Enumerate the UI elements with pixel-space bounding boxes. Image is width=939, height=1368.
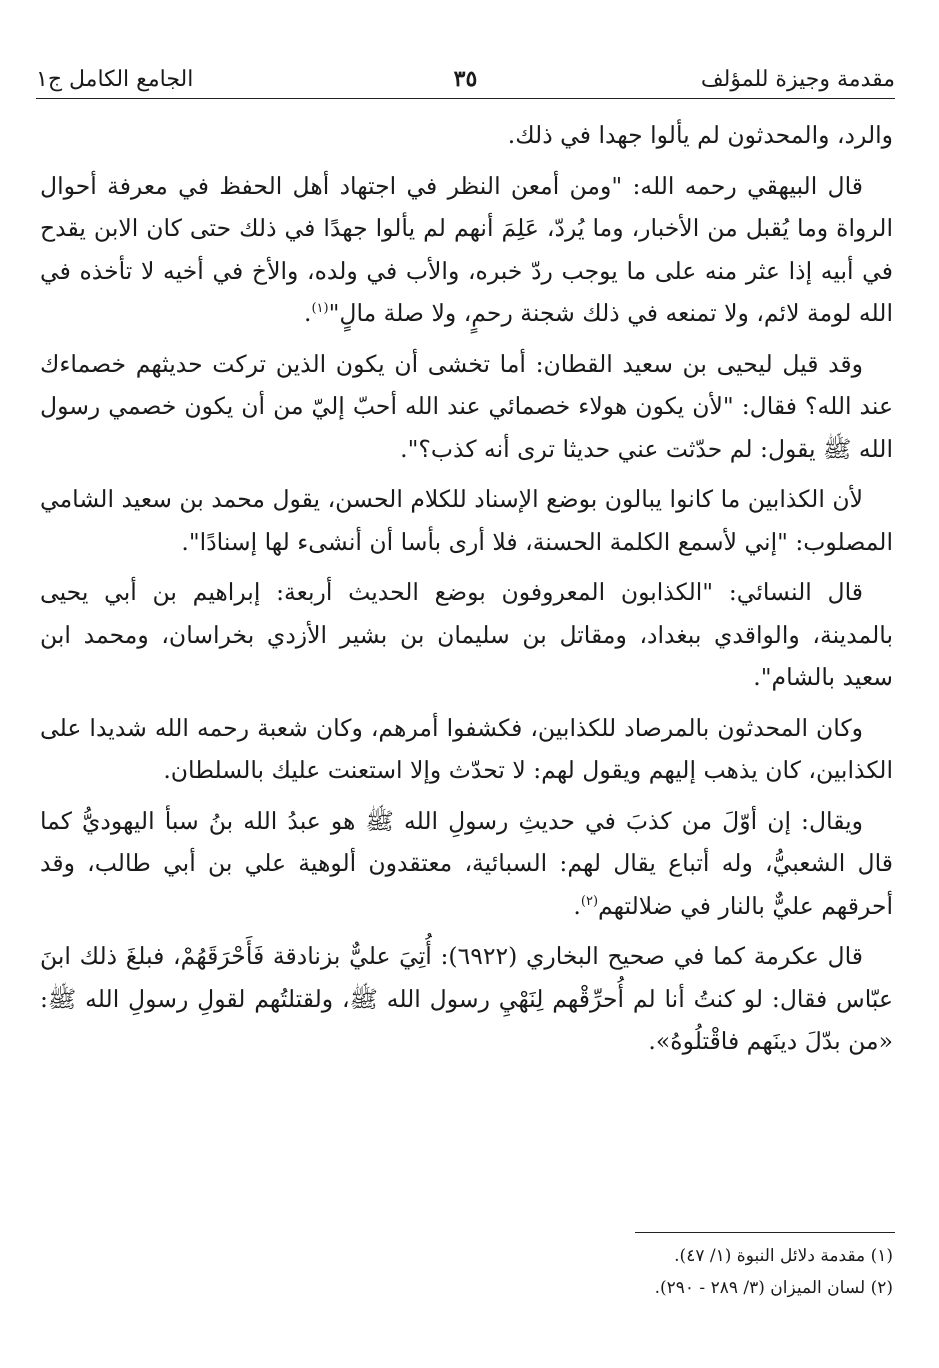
footnotes [40,1240,893,1304]
footnote: (٢) لسان الميزان (٣/ ٢٨٩ - ٢٩٠). [654,1278,893,1298]
running-header [36,52,895,99]
footnote-ref: (١) [311,301,329,317]
paragraph: وكان المحدثون بالمرصاد للكذابين، فكشفوا أمرهم، وكان شعبة رحمه الله شديدا على الكذابين، كان يذهب إليهم ويقول لهم: لا تحدّث وإلا استعنت عليك بالسلطان. [40,713,893,784]
paragraph: والرد، والمحدثون لم يألوا جهدا في ذلك. [507,121,893,149]
main-text [40,114,893,1071]
footnote-ref: (٢) [580,893,599,909]
paragraph: قال البيهقي رحمه الله: "ومن أمعن النظر في اجتهاد أهل الحفظ في معرفة أحوال الرواة وما يُقبل من الأخبار، وما يُردّ، عَلِمَ أنهم لم يألوا جهدًا في ذلك حتى كان الابن يقدح في أبيه إذا عثر منه على ما يوجب ردّ خبره، والأب في ولده، والأخ في أخيه لا تأخذه في الله لومة لائم، ولا تمنعه في ذلك شجنة رحمٍ، ولا صلة مالٍ"$^{(١)}$. [40,171,893,327]
footnote-separator [635,1232,895,1233]
paragraph: وقد قيل ليحيى بن سعيد القطان: أما تخشى أن يكون الذين تركت حديثهم خصماءك عند الله؟ فقال: "لأن يكون هولاء خصمائي عند الله أحبّ إليّ من أن يكون خصمي رسول الله ﷺ يقول: لم حدّثت عني حديثا ترى أنه كذب؟". [40,349,893,463]
book-title: الجامع الكامل ج١ [36,67,194,92]
paragraph: قال النسائي: "الكذابون المعروفون بوضع الحديث أربعة: إبراهيم بن أبي يحيى بالمدينة، والواقدي ببغداد، ومقاتل بن سليمان بن بشير الأزدي بخراسان، ومحمد ابن سعيد بالشام". [40,578,893,691]
paragraph: ويقال: إن أوّلَ من كذبَ في حديثِ رسولِ الله ﷺ هو عبدُ الله بنُ سبأ اليهوديُّ كما قال الشعبيُّ، وله أتباع يقال لهم: السبائية، معتقدون ألوهية علي بن أبي طالب، وقد أحرقهم عليٌّ بالنار في ضلالتهم$^{(٢)}$. [40,806,893,920]
paragraph: لأن الكذابين ما كانوا يبالون بوضع الإسناد للكلام الحسن، يقول محمد بن سعيد الشامي المصلوب: "إني لأسمع الكلمة الحسنة، فلا أرى بأسا أن أنشىء لها إسنادًا". [40,485,893,556]
page-number: ٣٥ [453,66,478,92]
paragraph: قال عكرمة كما في صحيح البخاري (٦٩٢٢): أُتِيَ عليٌّ بزنادقة فَأَحْرَقَهُمْ، فبلغَ ذلك ابنَ عبّاس فقال: لو كنتُ أنا لم أُحرِّقْهم لِنَهْيِ رسول الله ﷺ، ولقتلتُهم لقولِ رسولِ الله ﷺ: «من بدّلَ دينَهم فاقْتلُوهُ». [40,942,893,1055]
section-title: مقدمة وجيزة للمؤلف [700,67,895,92]
footnote: (١) مقدمة دلائل النبوة (١/ ٤٧). [674,1246,893,1266]
